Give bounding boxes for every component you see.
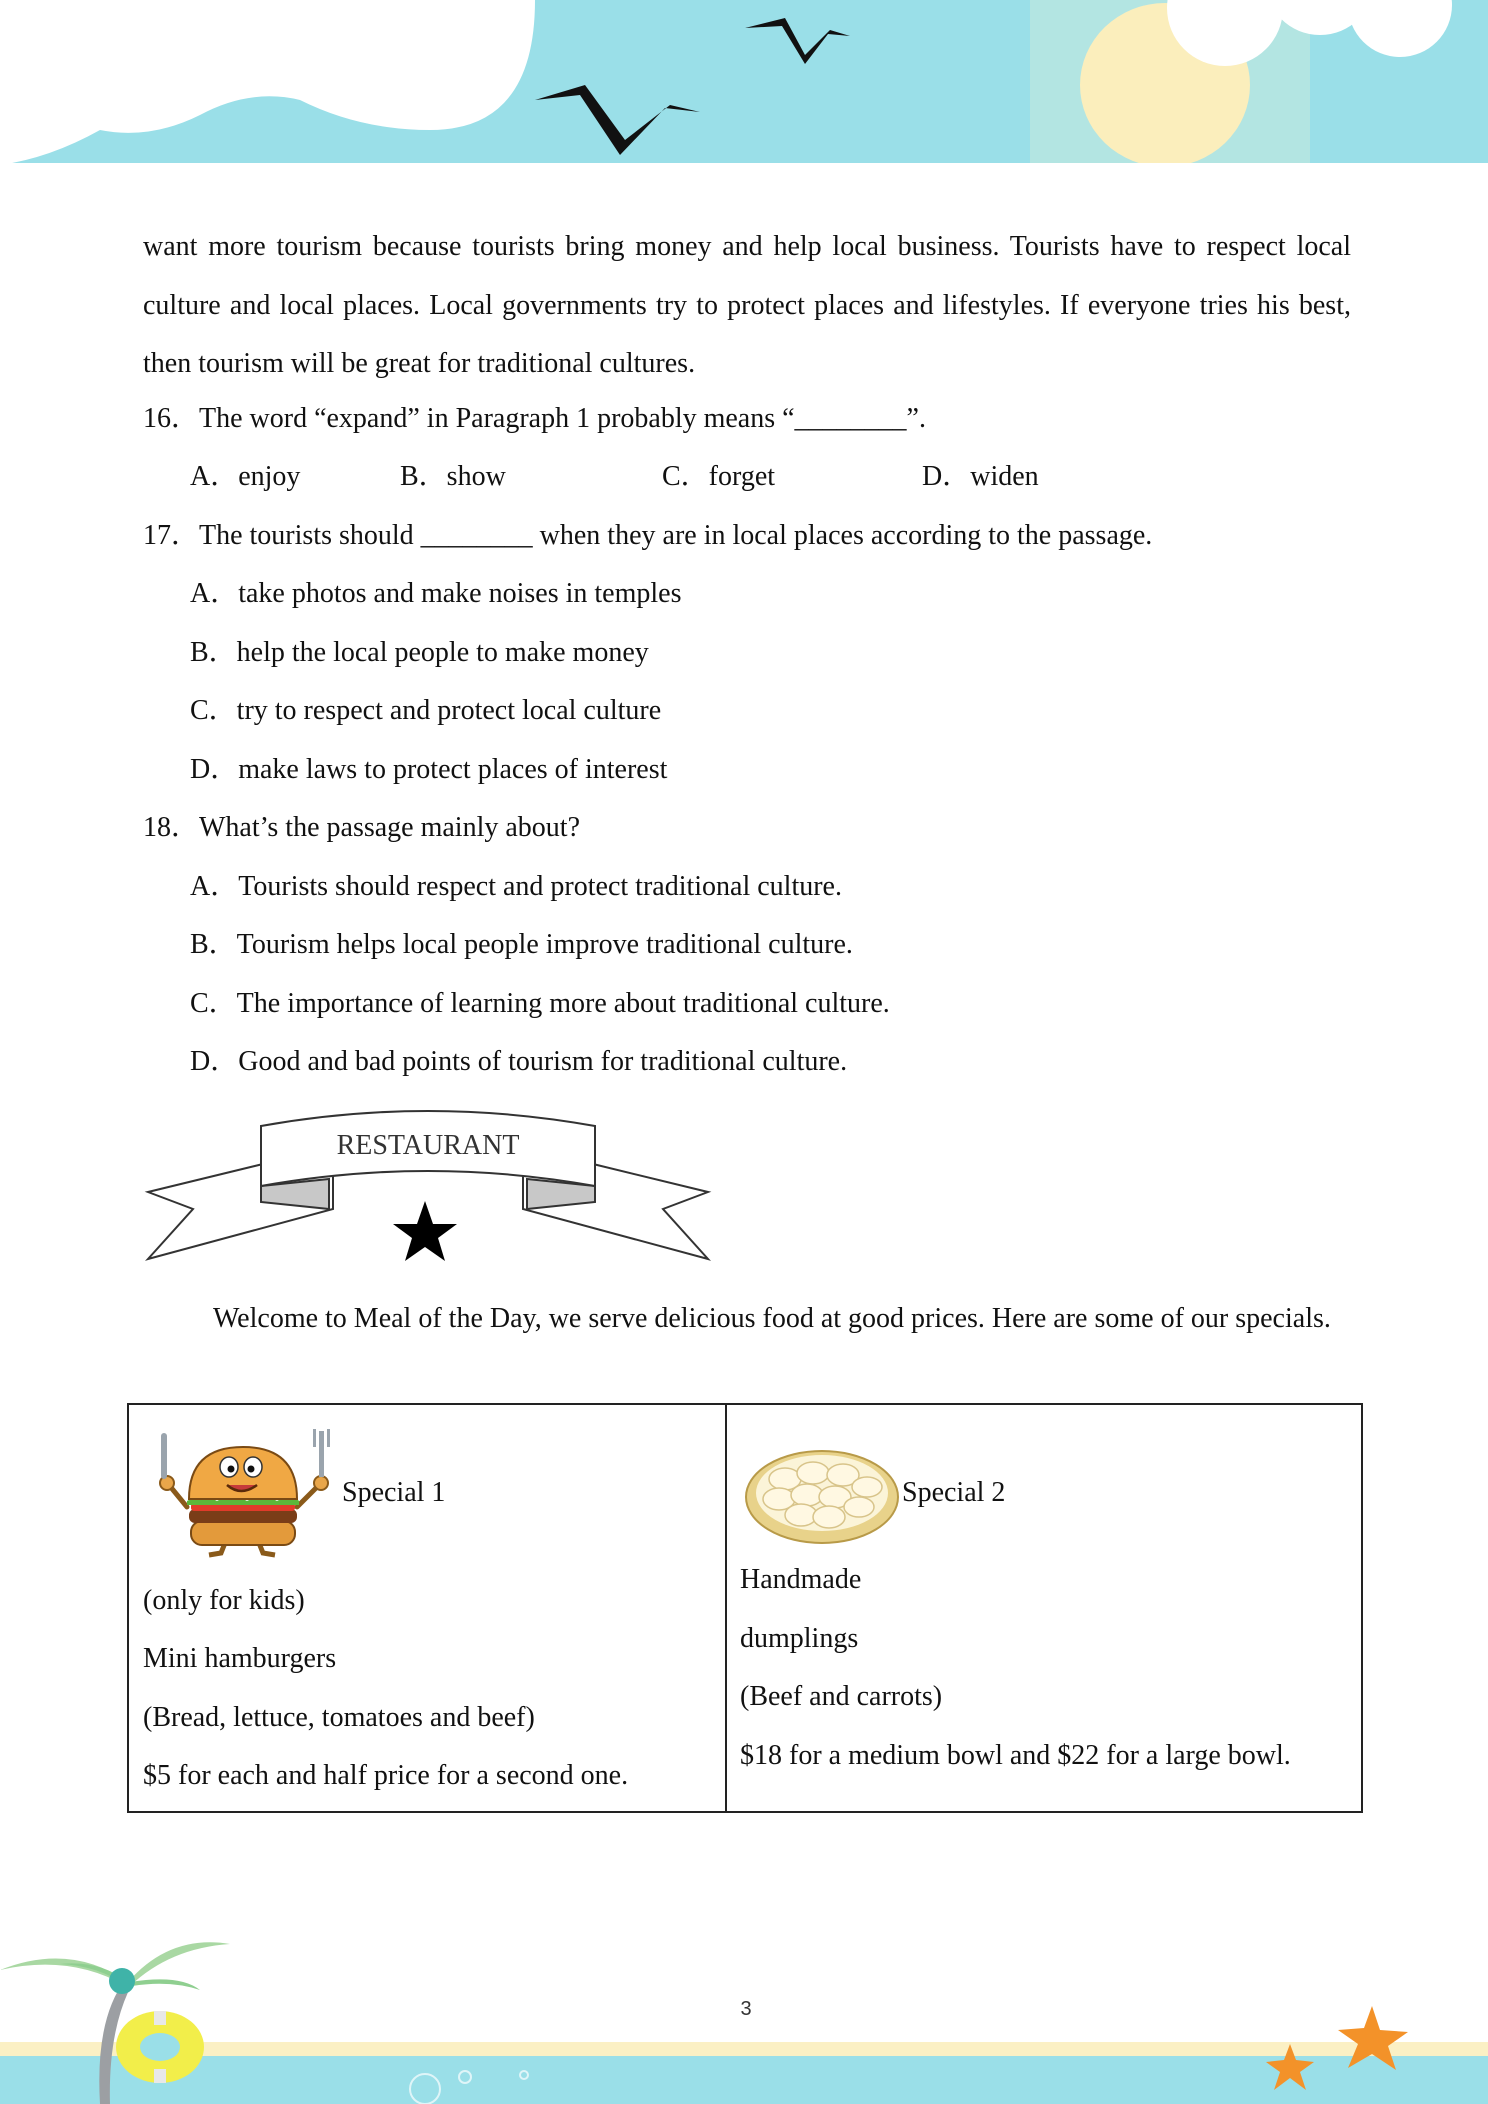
special-2-line: $18 for a medium bowl and $22 for a large bowl.: [740, 1740, 1291, 1771]
restaurant-banner: [143, 1104, 713, 1266]
star-icon: [393, 1201, 457, 1261]
dumplings-icon: [743, 1441, 901, 1545]
special-1-line: Mini hamburgers: [143, 1643, 337, 1674]
passage-paragraph: want more tourism because tourists bring money and help local business. Tourists have to respect local culture and local places. Local governments try to protect places and lifestyles. If everyone tries his best, then tourism will be great for traditional cultures.: [143, 231, 1351, 379]
question-18-option-d: D．Good and bad points of tourism for traditional culture.: [190, 1046, 848, 1077]
question-18-option-c: C．The importance of learning more about traditional culture.: [190, 988, 890, 1019]
question-18-stem: 18．What’s the passage mainly about?: [143, 812, 580, 843]
question-16-option-b: B．show: [400, 461, 506, 492]
question-16-option-d: D．widen: [922, 461, 1039, 492]
special-1-line: $5 for each and half price for a second one.: [143, 1760, 629, 1791]
special-2-title: Special 2: [902, 1477, 1006, 1508]
special-2-line: (Beef and carrots): [740, 1681, 943, 1712]
passage: [143, 218, 1351, 394]
special-1-line: (only for kids): [143, 1585, 305, 1616]
question-16-option-c: C．forget: [662, 461, 776, 492]
special-1-title: Special 1: [342, 1477, 446, 1508]
question-16-stem: 16．The word “expand” in Paragraph 1 probably means “________”.: [143, 403, 926, 434]
question-17-option-d: D．make laws to protect places of interest: [190, 754, 668, 785]
question-18-option-b: B．Tourism helps local people improve traditional culture.: [190, 929, 853, 960]
special-2-cell: [727, 1405, 1361, 1811]
question-16-option-a: A．enjoy: [190, 461, 301, 492]
question-17-option-b: B．help the local people to make money: [190, 637, 649, 668]
special-2-line: dumplings: [740, 1623, 859, 1654]
hamburger-icon: [147, 1425, 339, 1559]
question-18-option-a: A．Tourists should respect and protect traditional culture.: [190, 871, 842, 902]
specials-table: [127, 1403, 1363, 1813]
header-decoration: [0, 0, 1488, 168]
restaurant-banner-text: RESTAURANT: [336, 1130, 520, 1161]
footer-decoration: [0, 1920, 1488, 2104]
welcome-paragraph: Welcome to Meal of the Day, we serve delicious food at good prices. Here are some of our specials.: [213, 1303, 1331, 1334]
question-17-stem: 17．The tourists should ________ when they are in local places according to the passage.: [143, 520, 1153, 551]
question-17-option-c: C．try to respect and protect local culture: [190, 695, 662, 726]
special-1-cell: [129, 1405, 727, 1811]
page-number: 3: [740, 1998, 752, 2020]
special-1-line: (Bread, lettuce, tomatoes and beef): [143, 1702, 535, 1733]
special-2-line: Handmade: [740, 1564, 862, 1595]
question-17-option-a: A．take photos and make noises in temples: [190, 578, 682, 609]
